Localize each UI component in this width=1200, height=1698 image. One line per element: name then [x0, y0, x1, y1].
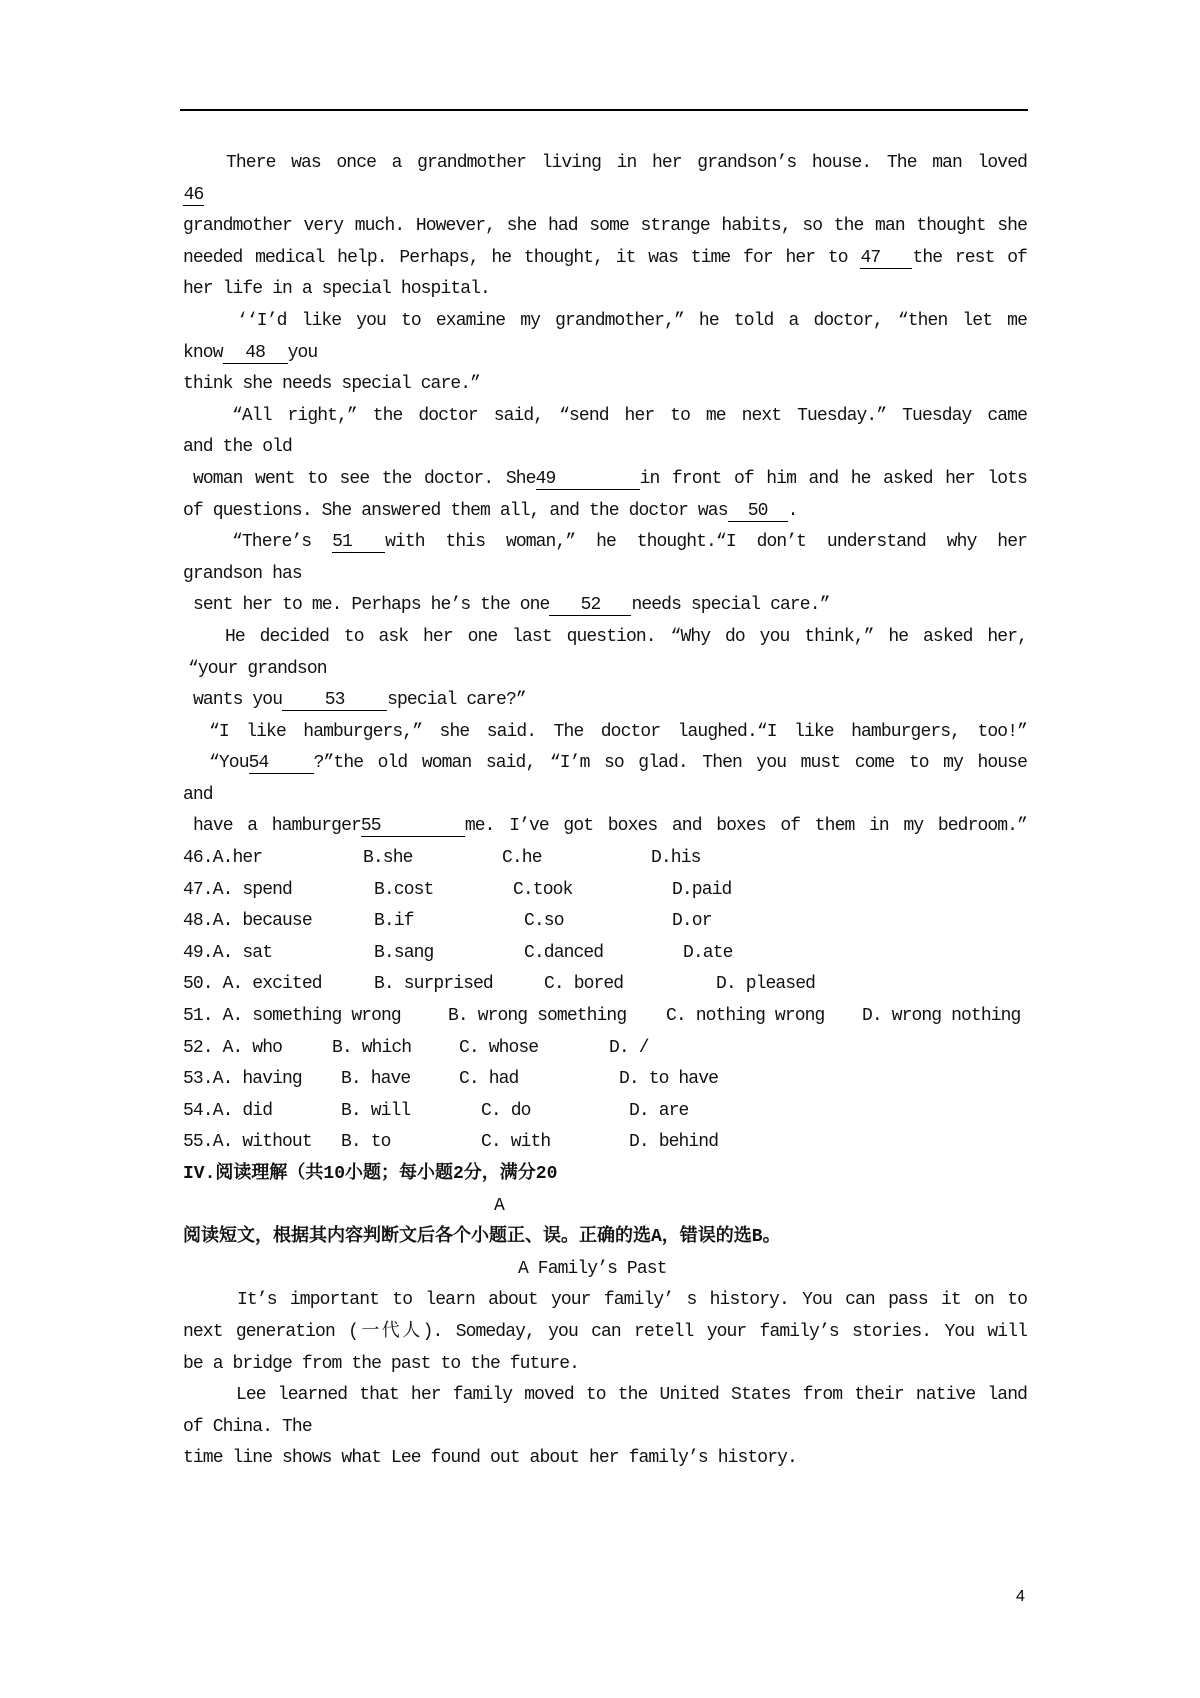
cloze-text: special care?”: [387, 690, 526, 711]
option-46-a: 46.A.her: [183, 848, 263, 869]
blank-48: 48: [223, 344, 288, 364]
cloze-line-14: grandson has: [183, 563, 302, 584]
cloze-line-2: [183, 180, 1027, 212]
cloze-text: ?”the old woman said, “I’m so glad. Then you must come to my house: [313, 753, 1027, 774]
reading-line-4: Lee learned that her family moved to the United States from their native land: [236, 1385, 1027, 1406]
cloze-text: wants you: [193, 690, 283, 711]
section-heading: IV.阅读理解（共10小题；每小题2分，满分20: [183, 1164, 558, 1184]
option-47-b: B.cost: [374, 879, 434, 900]
cloze-line-9: “All right,” the doctor said, “send her to me next Tuesday.” Tuesday came: [232, 405, 1027, 426]
option-52-a: 52. A. who: [183, 1037, 283, 1058]
cloze-line-3: grandmother very much. However, she had some strange habits, so the man thought she: [183, 216, 1027, 237]
cloze-text: “You: [209, 753, 249, 774]
option-49-c: C.danced: [524, 942, 604, 963]
option-54-c: C. do: [481, 1100, 531, 1121]
cloze-text: you: [287, 342, 318, 363]
option-53-a: 53.A. having: [183, 1069, 302, 1090]
option-53-d: D. to have: [619, 1069, 719, 1090]
cloze-line-10: and the old: [183, 437, 292, 458]
cloze-text: me. I’ve got boxes and boxes of them in my bedroom.”: [464, 816, 1027, 837]
blank-55: 55: [361, 817, 465, 837]
option-50-a: 50. A. excited: [183, 974, 322, 995]
option-48-d: D.or: [672, 911, 712, 932]
options-row-48: [183, 906, 1027, 938]
option-47-d: D.paid: [672, 879, 732, 900]
cloze-line-17: “your grandson: [188, 658, 327, 679]
option-49-a: 49.A. sat: [183, 942, 273, 963]
option-55-d: D. behind: [629, 1132, 719, 1153]
option-50-b: B. surprised: [374, 974, 493, 995]
options-row-55: [183, 1127, 1027, 1159]
option-52-b: B. which: [332, 1037, 412, 1058]
cloze-text: needs special care.”: [631, 595, 830, 616]
option-54-d: D. are: [629, 1100, 689, 1121]
options-row-52: [183, 1033, 1027, 1065]
cloze-text: the rest of: [912, 247, 1028, 268]
option-50-d: D. pleased: [716, 974, 816, 995]
option-51-a: 51. A. something wrong: [183, 1006, 401, 1027]
cloze-text: woman went to see the doctor. She: [193, 468, 536, 489]
cloze-text: .: [787, 500, 798, 521]
options-row-54: [183, 1096, 1027, 1128]
option-48-b: B.if: [374, 911, 414, 932]
cloze-line-7: [183, 338, 1027, 370]
option-55-b: B. to: [341, 1132, 391, 1153]
options-row-46: [183, 843, 1027, 875]
cloze-text: have a hamburger: [193, 816, 361, 837]
reading-title: A Family’s Past: [518, 1258, 667, 1279]
option-49-b: B.sang: [374, 942, 434, 963]
cloze-text: “There’s: [232, 532, 312, 553]
options-row-49: [183, 938, 1027, 970]
cloze-line-5: her life in a special hospital.: [183, 279, 490, 300]
blank-52: 52: [549, 596, 631, 616]
option-55-a: 55.A. without: [183, 1132, 312, 1153]
option-46-d: D.his: [651, 848, 701, 869]
blank-47: 47: [860, 249, 912, 269]
option-47-c: C.took: [513, 879, 573, 900]
option-48-c: C.so: [524, 911, 564, 932]
page-number: 4: [1016, 1588, 1025, 1605]
cloze-line-11: [183, 464, 1027, 496]
blank-51: 51: [332, 533, 385, 553]
option-52-d: D. /: [609, 1037, 649, 1058]
reading-line-6: time line shows what Lee found out about her family’s history.: [183, 1448, 797, 1469]
option-46-c: C.he: [502, 848, 542, 869]
blank-46: 46: [183, 184, 204, 205]
options-row-53: [183, 1064, 1027, 1096]
cloze-line-1: There was once a grandmother living in her grandson’s house. The man loved: [226, 153, 1027, 173]
cloze-line-20: [183, 748, 1027, 780]
option-51-d: D. wrong nothing: [862, 1006, 1021, 1027]
blank-53: 53: [282, 691, 387, 711]
blank-54: 54: [249, 754, 314, 774]
cloze-line-21: and: [183, 784, 213, 805]
options-row-47: [183, 875, 1027, 907]
part-label: A: [494, 1195, 504, 1216]
reading-line-2: next generation (一代人). Someday, you can retell your family’s stories. You will: [183, 1321, 1027, 1342]
reading-line-5: of China. The: [183, 1416, 312, 1437]
option-46-b: B.she: [363, 848, 413, 869]
cloze-text: needed medical help. Perhaps, he thought, it was time for her to: [183, 247, 848, 268]
option-50-c: C. bored: [544, 974, 624, 995]
cloze-line-6: ‘‘I’d like you to examine my grandmother,” he told a doctor, “then let me: [237, 310, 1027, 331]
cloze-text: know: [183, 342, 223, 363]
option-54-b: B. will: [341, 1100, 411, 1121]
cloze-line-16: He decided to ask her one last question. “Why do you think,” he asked her,: [225, 626, 1027, 647]
option-49-d: D.ate: [683, 942, 733, 963]
cloze-text: with this woman,” he thought.“I don’t understand why her: [385, 532, 1028, 553]
cloze-line-8: think she needs special care.”: [183, 374, 481, 395]
options-row-50: [183, 969, 1027, 1001]
option-47-a: 47.A. spend: [183, 879, 292, 900]
cloze-text: sent her to me. Perhaps he’s the one: [193, 595, 550, 616]
cloze-line-13: [183, 527, 1027, 559]
cloze-line-12: [183, 496, 1027, 528]
reading-line-1: It’s important to learn about your family’ s history. You can pass it on to: [237, 1290, 1027, 1311]
header-rule: [180, 109, 1028, 111]
reading-line-3: be a bridge from the past to the future.: [183, 1353, 580, 1374]
option-54-a: 54.A. did: [183, 1100, 273, 1121]
cloze-text: of questions. She answered them all, and the doctor was: [183, 500, 728, 521]
option-52-c: C. whose: [459, 1037, 539, 1058]
option-53-c: C. had: [459, 1069, 519, 1090]
cloze-line-15: [183, 590, 1027, 622]
page-body: [183, 148, 1027, 1475]
instructions: 阅读短文，根据其内容判断文后各个小题正、误。正确的选A，错误的选B。: [183, 1227, 781, 1248]
option-53-b: B. have: [341, 1069, 411, 1090]
cloze-line-18: [183, 685, 1027, 717]
options-row-51: [183, 1001, 1027, 1033]
cloze-text: in front of him and he asked her lots: [639, 468, 1027, 489]
cloze-line-4: [183, 243, 1027, 275]
blank-49: 49: [536, 470, 640, 490]
option-48-a: 48.A. because: [183, 911, 312, 932]
option-51-b: B. wrong something: [448, 1006, 627, 1027]
option-55-c: C. with: [481, 1132, 551, 1153]
cloze-line-19: “I like hamburgers,” she said. The doctor laughed.“I like hamburgers, too!”: [209, 721, 1027, 742]
option-51-c: C. nothing wrong: [666, 1006, 825, 1027]
cloze-line-22: [183, 811, 1027, 843]
blank-50: 50: [728, 502, 788, 522]
